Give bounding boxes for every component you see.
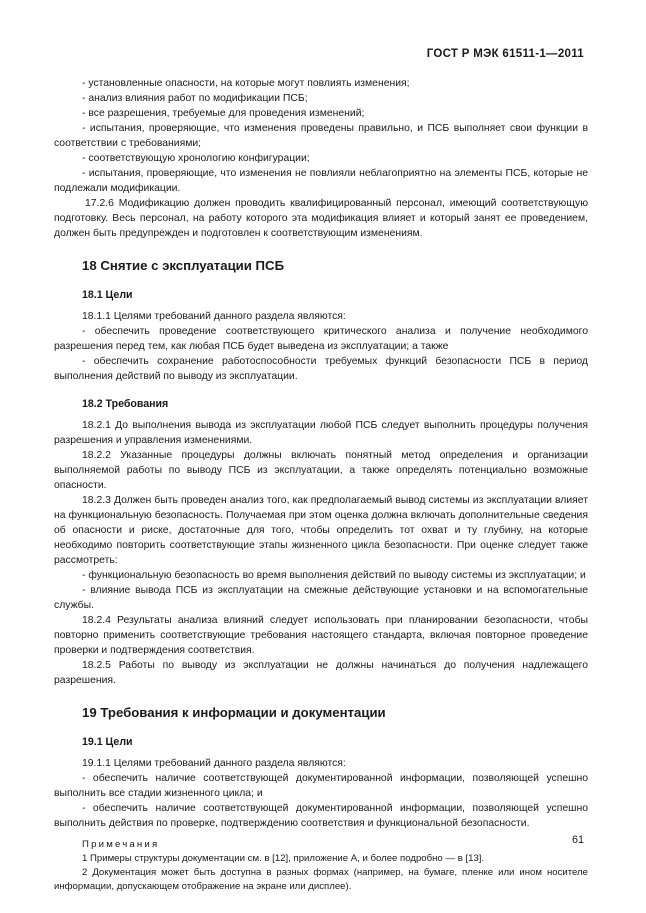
list-item: - анализ влияния работ по модификации ПСБ; (82, 93, 308, 104)
paragraph: 18.2.3 Должен быть проведен анализ того, как предполагаемый вывод системы из эксплуатации влияет на функциональную безопасность. Получаемая при этом оценка должна включать дополнительные сведения об опасности и риске, достаточные для того, чтобы определить тот охват и ту глубину, на которые необходимо повторить соответствующие этапы жизненного цикла безопасности. При оценке следует также рассмотреть: (54, 495, 588, 566)
paragraph: 18.2.5 Работы по выводу из эксплуатации не должны начинаться до получения надлежащего разрешения. (54, 660, 588, 686)
notes-heading: Примечания (82, 839, 160, 850)
subsection-19-1-heading: 19.1 Цели (82, 736, 133, 748)
note-item: 2 Документация может быть доступна в разных формах (например, на бумаге, пленке или ином носителе информации, допускающем отображение на экране или дисплее). (54, 867, 588, 892)
list-item: - установленные опасности, на которые могут повлиять изменения; (82, 78, 410, 89)
list-item: - испытания, проверяющие, что изменения не повлияли неблагоприятно на элементы ПСБ, которые не подлежали модификации. (54, 168, 588, 194)
document-body (54, 76, 588, 894)
section-19-heading: 19 Требования к информации и документации (82, 705, 386, 720)
list-item: - все разрешения, требуемые для проведения изменений; (82, 108, 365, 119)
paragraph: - функциональную безопасность во время выполнения действий по выводу системы из эксплуатации; и (82, 570, 586, 581)
list-item: - испытания, проверяющие, что изменения проведены правильно, и ПСБ выполняет свои функции в соответствии с требованиями; (54, 123, 588, 149)
list-item: - соответствующую хронологию конфигурации; (82, 153, 310, 164)
document-header: ГОСТ Р МЭК 61511-1—2011 (426, 48, 584, 60)
paragraph: 18.2.1 До выполнения вывода из эксплуатации любой ПСБ следует выполнить процедуры получения разрешения и управления изменениями. (54, 420, 588, 446)
paragraph: - обеспечить наличие соответствующей документированной информации, позволяющей успешно выполнить действия по проверке, подтверждению соответствия и функциональной безопасности. (54, 803, 588, 829)
paragraph: 18.1.1 Целями требований данного раздела являются: (82, 311, 346, 322)
paragraph: - обеспечить проведение соответствующего критического анализа и получение необходимого разрешения перед тем, как любая ПСБ будет выведена из эксплуатации; а также (54, 326, 588, 352)
subsection-18-1-heading: 18.1 Цели (82, 289, 133, 301)
paragraph: - обеспечить наличие соответствующей документированной информации, позволяющей успешно выполнить все стадии жизненного цикла; и (54, 773, 588, 799)
section-18-heading: 18 Снятие с эксплуатации ПСБ (82, 258, 285, 273)
paragraph-17-2-6: 17.2.6 Модификацию должен проводить квалифицированный персонал, имеющий соответствующую подготовку. Весь персонал, на работу которого эта модификация влияет и который занят ее проведением, должен быть предупрежден и подготовлен к соответствующим изменениям. (54, 198, 588, 239)
paragraph: 19.1.1 Целями требований данного раздела являются: (82, 758, 346, 769)
paragraph: 18.2.2 Указанные процедуры должны включать понятный метод определения и организации выполняемой работы по выводу ПСБ из эксплуатации, а также определять потенциально возможные опасности. (54, 450, 588, 491)
subsection-18-2-heading: 18.2 Требования (82, 398, 169, 410)
note-item: 1 Примеры структуры документации см. в [12], приложение А, и более подробно — в [13]. (82, 853, 485, 864)
page-number: 61 (571, 834, 584, 846)
paragraph: - обеспечить сохранение работоспособности требуемых функций безопасности ПСБ в период выполнения действий по выводу из эксплуатации. (54, 356, 588, 382)
paragraph: - влияние вывода ПСБ из эксплуатации на смежные действующие установки и на вспомогательные службы. (54, 585, 588, 611)
paragraph: 18.2.4 Результаты анализа влияний следует использовать при планировании безопасности, чтобы повторно применить соответствующие требования настоящего стандарта, включая повторное проведение проверки и подтверждения соответствия. (54, 615, 588, 656)
